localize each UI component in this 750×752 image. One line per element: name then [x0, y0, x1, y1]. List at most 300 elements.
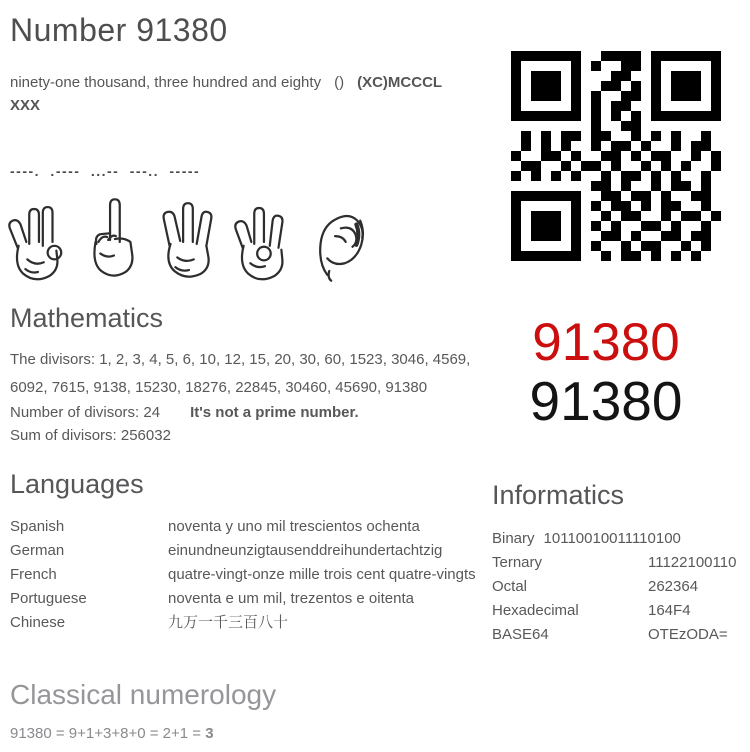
qr-module [621, 221, 631, 231]
base-label: Binary [492, 530, 535, 547]
qr-module [551, 91, 561, 101]
qr-module [531, 151, 541, 161]
qr-module [651, 131, 661, 141]
qr-module [611, 221, 621, 231]
mathematics-section [10, 302, 480, 447]
qr-module [641, 151, 651, 161]
hand-sign-digit-1-image [81, 196, 143, 284]
qr-module [551, 211, 561, 221]
qr-module [701, 211, 711, 221]
qr-module [521, 171, 531, 181]
qr-module [611, 201, 621, 211]
qr-module [591, 251, 601, 261]
qr-module [621, 91, 631, 101]
qr-module [691, 111, 701, 121]
equation-result: 3 [205, 725, 214, 742]
qr-module [701, 251, 711, 261]
base-label: Hexadecimal [492, 602, 579, 619]
qr-module [571, 211, 581, 221]
qr-module [621, 171, 631, 181]
qr-module [661, 111, 671, 121]
qr-module [661, 131, 671, 141]
qr-module [641, 141, 651, 151]
qr-module [561, 101, 571, 111]
qr-module [541, 221, 551, 231]
prime-note-text: It's not a prime number. [190, 404, 359, 421]
qr-module [571, 141, 581, 151]
qr-module [551, 191, 561, 201]
qr-module [531, 251, 541, 261]
qr-module [591, 211, 601, 221]
qr-module [641, 221, 651, 231]
qr-module [571, 221, 581, 231]
qr-module [641, 201, 651, 211]
qr-module [551, 141, 561, 151]
qr-module [561, 201, 571, 211]
qr-module [611, 211, 621, 221]
qr-module [691, 101, 701, 111]
qr-module [661, 181, 671, 191]
qr-module [651, 121, 661, 131]
qr-module [671, 231, 681, 241]
qr-module [571, 81, 581, 91]
qr-module [551, 161, 561, 171]
qr-module [641, 231, 651, 241]
qr-module [571, 181, 581, 191]
qr-module [701, 111, 711, 121]
qr-module [621, 61, 631, 71]
qr-module [681, 91, 691, 101]
qr-module [631, 71, 641, 81]
qr-module [531, 211, 541, 221]
qr-module [651, 161, 661, 171]
qr-module [571, 151, 581, 161]
qr-module [581, 201, 591, 211]
table-row [10, 587, 482, 611]
qr-module [671, 131, 681, 141]
qr-module [631, 251, 641, 261]
qr-module [631, 101, 641, 111]
divisor-count-text: Number of divisors: 24 [10, 404, 161, 421]
qr-module [541, 241, 551, 251]
qr-module [511, 91, 521, 101]
qr-module [541, 171, 551, 181]
qr-module [581, 221, 591, 231]
qr-module [661, 121, 671, 131]
qr-module [581, 61, 591, 71]
qr-module [541, 121, 551, 131]
qr-module [661, 71, 671, 81]
qr-module [591, 181, 601, 191]
qr-module [531, 51, 541, 61]
qr-module [681, 211, 691, 221]
qr-module [671, 141, 681, 151]
big-number-black: 91380 [529, 370, 683, 432]
qr-module [621, 51, 631, 61]
qr-module [561, 191, 571, 201]
qr-module [521, 71, 531, 81]
qr-module [681, 81, 691, 91]
table-row [492, 551, 744, 575]
qr-module [581, 241, 591, 251]
qr-module [521, 51, 531, 61]
qr-module [621, 251, 631, 261]
page-title: Number 91380 [10, 12, 228, 48]
qr-module [671, 191, 681, 201]
number-words-text: ninety-one thousand, three hundred and eighty [10, 74, 322, 91]
language-label: French [10, 566, 57, 583]
qr-module [561, 181, 571, 191]
qr-module [631, 121, 641, 131]
qr-module [581, 231, 591, 241]
qr-module [511, 71, 521, 81]
qr-code [511, 51, 721, 261]
qr-module [581, 141, 591, 151]
qr-module [531, 111, 541, 121]
qr-module [541, 191, 551, 201]
qr-module [711, 221, 721, 231]
qr-module [531, 81, 541, 91]
qr-module [631, 61, 641, 71]
qr-module [631, 171, 641, 181]
qr-module [511, 251, 521, 261]
base-value: OTEzODA= [648, 626, 728, 643]
qr-module [641, 241, 651, 251]
qr-module [661, 221, 671, 231]
qr-module [621, 181, 631, 191]
qr-module [651, 201, 661, 211]
qr-module [691, 131, 701, 141]
qr-module [601, 71, 611, 81]
qr-module [681, 201, 691, 211]
languages-table [10, 515, 482, 635]
base-label: Ternary [492, 554, 543, 571]
qr-module [591, 51, 601, 61]
qr-module [631, 181, 641, 191]
qr-module [531, 221, 541, 231]
qr-module [511, 211, 521, 221]
qr-module [551, 241, 561, 251]
qr-module [671, 71, 681, 81]
qr-module [611, 191, 621, 201]
qr-module [601, 231, 611, 241]
qr-module [591, 91, 601, 101]
language-label: Spanish [10, 518, 65, 535]
qr-module [681, 221, 691, 231]
qr-module [561, 251, 571, 261]
qr-module [571, 91, 581, 101]
qr-module [671, 211, 681, 221]
qr-module [661, 171, 671, 181]
qr-module [611, 181, 621, 191]
qr-module [671, 221, 681, 231]
qr-module [651, 151, 661, 161]
qr-module [561, 51, 571, 61]
mathematics-heading: Mathematics [10, 303, 164, 333]
qr-module [661, 81, 671, 91]
qr-module [661, 191, 671, 201]
qr-module [601, 121, 611, 131]
qr-module [541, 141, 551, 151]
qr-module [711, 141, 721, 151]
number-in-words [10, 71, 476, 118]
qr-module [661, 101, 671, 111]
qr-module [681, 61, 691, 71]
qr-module [711, 171, 721, 181]
numerology-equation [10, 725, 276, 742]
qr-module [531, 131, 541, 141]
qr-module [571, 171, 581, 181]
qr-module [601, 61, 611, 71]
qr-module [661, 61, 671, 71]
qr-module [571, 61, 581, 71]
qr-module [651, 241, 661, 251]
qr-module [611, 91, 621, 101]
language-label: Portuguese [10, 590, 87, 607]
qr-module [541, 91, 551, 101]
qr-module [611, 171, 621, 181]
qr-module [711, 51, 721, 61]
language-value: 九万一千三百八十 [168, 614, 289, 631]
qr-module [511, 81, 521, 91]
qr-module [541, 81, 551, 91]
qr-module [601, 111, 611, 121]
qr-module [681, 111, 691, 121]
qr-module [651, 231, 661, 241]
qr-module [631, 131, 641, 141]
qr-module [521, 201, 531, 211]
qr-module [561, 61, 571, 71]
qr-module [671, 161, 681, 171]
qr-module [591, 131, 601, 141]
qr-module [691, 231, 701, 241]
qr-module [711, 101, 721, 111]
qr-module [611, 251, 621, 261]
qr-module [661, 251, 671, 261]
qr-module [541, 101, 551, 111]
qr-module [711, 121, 721, 131]
qr-module [581, 151, 591, 161]
qr-module [541, 251, 551, 261]
divisors-text: The divisors: 1, 2, 3, 4, 5, 6, 10, 12, 15, 20, 30, 60, 1523, 3046, 4569, 6092, 7615, 9138, 15230, 18276, 22845, 30460, 45690, 91380 [10, 351, 471, 396]
qr-module [521, 121, 531, 131]
qr-module [551, 171, 561, 181]
qr-module [601, 201, 611, 211]
qr-module [701, 101, 711, 111]
qr-module [691, 81, 701, 91]
qr-module [631, 141, 641, 151]
qr-module [611, 51, 621, 61]
qr-module [701, 121, 711, 131]
qr-module [521, 101, 531, 111]
big-number-display [488, 313, 724, 432]
table-row [10, 515, 482, 539]
qr-module [561, 231, 571, 241]
qr-module [691, 151, 701, 161]
qr-module [711, 71, 721, 81]
qr-module [581, 111, 591, 121]
qr-module [611, 111, 621, 121]
roman-numeral-line2: XXX [10, 97, 41, 115]
qr-module [671, 91, 681, 101]
numerology-section [10, 678, 276, 742]
qr-module [601, 251, 611, 261]
language-label: German [10, 542, 65, 559]
hand-sign-digit-3-image [156, 196, 218, 284]
qr-module [571, 121, 581, 131]
qr-module [691, 211, 701, 221]
qr-module [561, 91, 571, 101]
qr-module [631, 51, 641, 61]
qr-module [671, 121, 681, 131]
qr-module [681, 231, 691, 241]
qr-module [681, 251, 691, 261]
qr-module [611, 71, 621, 81]
qr-module [701, 181, 711, 191]
qr-module [511, 161, 521, 171]
qr-module [531, 161, 541, 171]
qr-module [711, 231, 721, 241]
qr-module [651, 111, 661, 121]
qr-module [561, 161, 571, 171]
qr-module [621, 231, 631, 241]
qr-module [631, 191, 641, 201]
qr-module [661, 51, 671, 61]
qr-module [601, 151, 611, 161]
qr-module [681, 131, 691, 141]
qr-module [711, 111, 721, 121]
qr-module [701, 141, 711, 151]
qr-module [631, 151, 641, 161]
divisor-count-line [10, 401, 480, 424]
qr-module [691, 161, 701, 171]
qr-module [511, 231, 521, 241]
qr-module [591, 141, 601, 151]
qr-module [571, 231, 581, 241]
qr-module [621, 121, 631, 131]
qr-module [621, 111, 631, 121]
qr-module [681, 151, 691, 161]
qr-module [691, 181, 701, 191]
qr-module [611, 121, 621, 131]
table-row [492, 575, 744, 599]
qr-module [601, 221, 611, 231]
qr-module [671, 251, 681, 261]
qr-module [511, 181, 521, 191]
qr-module [711, 81, 721, 91]
qr-module [591, 191, 601, 201]
qr-module [711, 131, 721, 141]
qr-module [681, 141, 691, 151]
qr-module [601, 141, 611, 151]
hand-sign-digit-0-image [306, 196, 368, 284]
qr-module [551, 71, 561, 81]
qr-module [691, 191, 701, 201]
base-label: Octal [492, 578, 528, 595]
qr-module [651, 211, 661, 221]
qr-module [691, 201, 701, 211]
qr-module [571, 51, 581, 61]
qr-module [641, 101, 651, 111]
qr-module [551, 231, 561, 241]
qr-module [651, 91, 661, 101]
qr-module [621, 71, 631, 81]
qr-module [711, 201, 721, 211]
table-row [492, 623, 744, 647]
qr-module [691, 221, 701, 231]
qr-module [521, 221, 531, 231]
qr-module [641, 91, 651, 101]
qr-module [541, 71, 551, 81]
qr-module [661, 151, 671, 161]
qr-module [551, 181, 561, 191]
qr-module [541, 161, 551, 171]
qr-module [561, 81, 571, 91]
qr-module [581, 91, 591, 101]
equation-text: 91380 = 9+1+3+8+0 = 2+1 = [10, 725, 202, 742]
qr-module [611, 151, 621, 161]
qr-module [551, 201, 561, 211]
qr-module [701, 131, 711, 141]
qr-module [591, 61, 601, 71]
informatics-section [492, 479, 744, 647]
qr-module [561, 171, 571, 181]
qr-module [671, 201, 681, 211]
qr-module [601, 241, 611, 251]
qr-module [571, 241, 581, 251]
qr-module [601, 211, 611, 221]
qr-module [671, 111, 681, 121]
qr-module [581, 51, 591, 61]
table-row [492, 527, 744, 551]
qr-module [671, 171, 681, 181]
qr-module [561, 211, 571, 221]
qr-module [541, 51, 551, 61]
qr-module [681, 161, 691, 171]
qr-module [651, 71, 661, 81]
qr-module [551, 251, 561, 261]
language-label: Chinese [10, 614, 66, 631]
qr-module [521, 131, 531, 141]
qr-module [671, 181, 681, 191]
qr-module [671, 151, 681, 161]
qr-module [691, 91, 701, 101]
qr-module [521, 61, 531, 71]
empty-parens: () [334, 74, 345, 91]
qr-module [581, 131, 591, 141]
qr-module [691, 251, 701, 261]
qr-module [671, 51, 681, 61]
qr-module [711, 181, 721, 191]
qr-module [531, 171, 541, 181]
qr-module [571, 131, 581, 141]
qr-module [631, 201, 641, 211]
qr-module [591, 221, 601, 231]
qr-module [511, 191, 521, 201]
qr-module [641, 121, 651, 131]
qr-module [591, 241, 601, 251]
base-label: BASE64 [492, 626, 549, 643]
qr-module [531, 181, 541, 191]
qr-module [521, 251, 531, 261]
qr-module [581, 81, 591, 91]
qr-module [531, 141, 541, 151]
qr-module [651, 141, 661, 151]
qr-module [651, 61, 661, 71]
qr-module [561, 71, 571, 81]
sum-of-divisors-text: Sum of divisors: 256032 [10, 427, 171, 444]
table-row [492, 599, 744, 623]
